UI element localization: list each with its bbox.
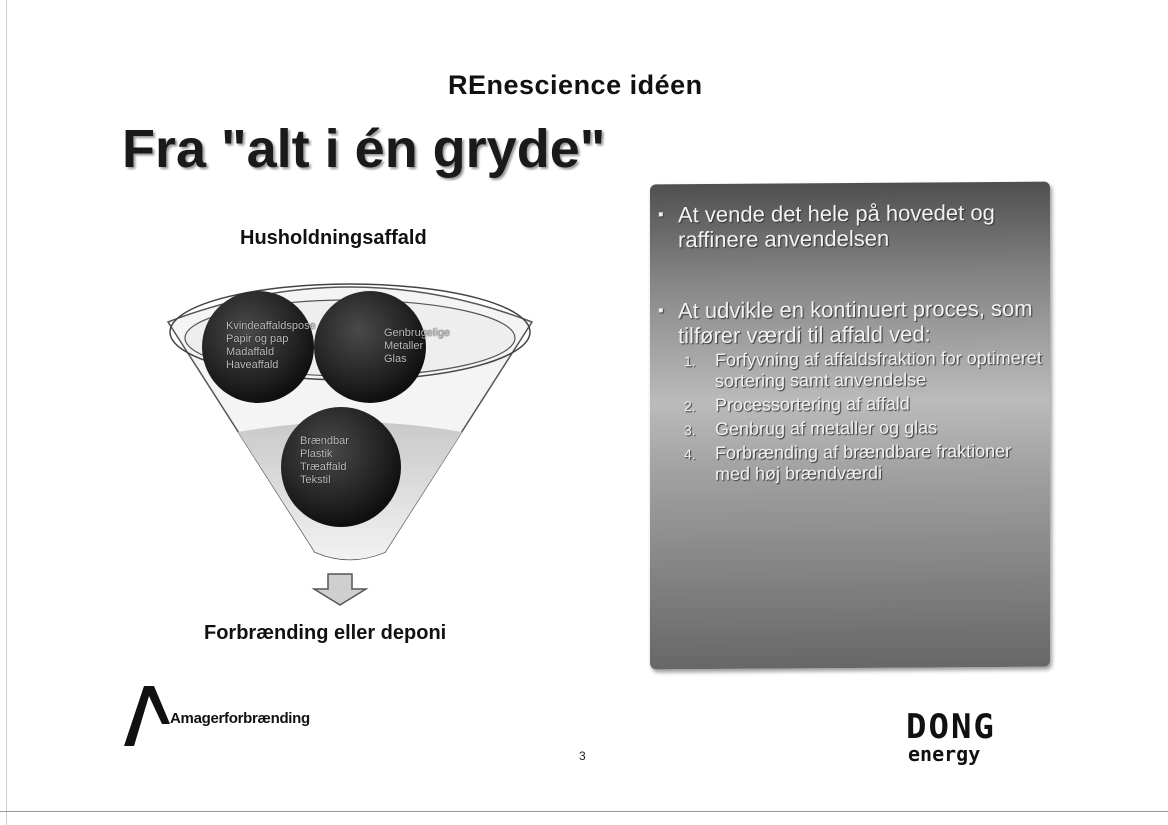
list-item-number: 4. xyxy=(684,446,696,463)
list-item-text: Processortering af affald xyxy=(715,393,910,415)
down-arrow-icon xyxy=(314,574,366,605)
list-item xyxy=(658,393,1042,417)
list-item-number: 2. xyxy=(684,398,696,415)
panel-bullet-1: ▪ At vende det hele på hovedet og raffinere anvendelsen xyxy=(658,200,1042,253)
circle-left-line: Papir og pap xyxy=(226,333,289,345)
list-item xyxy=(658,441,1042,486)
panel-bullet-2: ▪ At udvikle en kontinuert proces, som tilfører værdi til affald ved: xyxy=(658,296,1042,349)
slide-subtitle: REnescience idéen xyxy=(448,70,703,100)
circle-bottom-text xyxy=(300,435,349,487)
circle-right-line: Metaller xyxy=(384,340,424,352)
list-item-number: 3. xyxy=(684,422,696,439)
circle-bottom-line: Tekstil xyxy=(300,474,331,486)
circle-left-text xyxy=(226,320,316,372)
list-item-number: 1. xyxy=(684,353,696,370)
scan-bottom-line xyxy=(0,811,1168,812)
amagerforbraending-logo-icon xyxy=(122,684,172,749)
text-panel xyxy=(650,182,1050,670)
circle-bottom-line: Plastik xyxy=(300,448,333,460)
dong-logo-text: DONG xyxy=(906,707,996,747)
circle-left-line: Haveaffald xyxy=(226,359,279,371)
funnel-diagram xyxy=(160,262,540,607)
list-item xyxy=(658,417,1042,441)
circle-right-text xyxy=(384,327,450,366)
circle-right-line: Glas xyxy=(384,353,407,365)
dong-energy-logo xyxy=(906,707,996,766)
list-item-text: Forbrænding af brændbare fraktioner med høj brændværdi xyxy=(715,440,1012,484)
circle-left-line: Kvindeaffaldspose xyxy=(226,320,316,332)
funnel-top-label: Husholdningsaffald xyxy=(240,227,427,249)
list-item-text: Forfyvning af affaldsfraktion for optimeret sortering samt anvendelse xyxy=(715,347,1042,391)
circle-bottom-line: Brændbar xyxy=(300,435,349,447)
circle-left-line: Madaffald xyxy=(226,346,275,358)
circle-right-line: Genbrugelige xyxy=(384,327,451,339)
amagerforbraending-logo-text: Amagerforbrænding xyxy=(170,710,310,727)
energy-logo-text: energy xyxy=(908,742,981,766)
page-number: 3 xyxy=(579,749,586,763)
circle-bottom-line: Træaffald xyxy=(300,461,347,473)
list-item-text: Genbrug af metaller og glas xyxy=(715,417,938,439)
scan-edge-line xyxy=(6,0,7,825)
list-item xyxy=(658,348,1042,393)
funnel-bottom-label: Forbrænding eller deponi xyxy=(204,622,447,644)
slide-title: Fra "alt i én gryde" xyxy=(122,119,606,179)
panel-numbered-list xyxy=(658,348,1042,486)
